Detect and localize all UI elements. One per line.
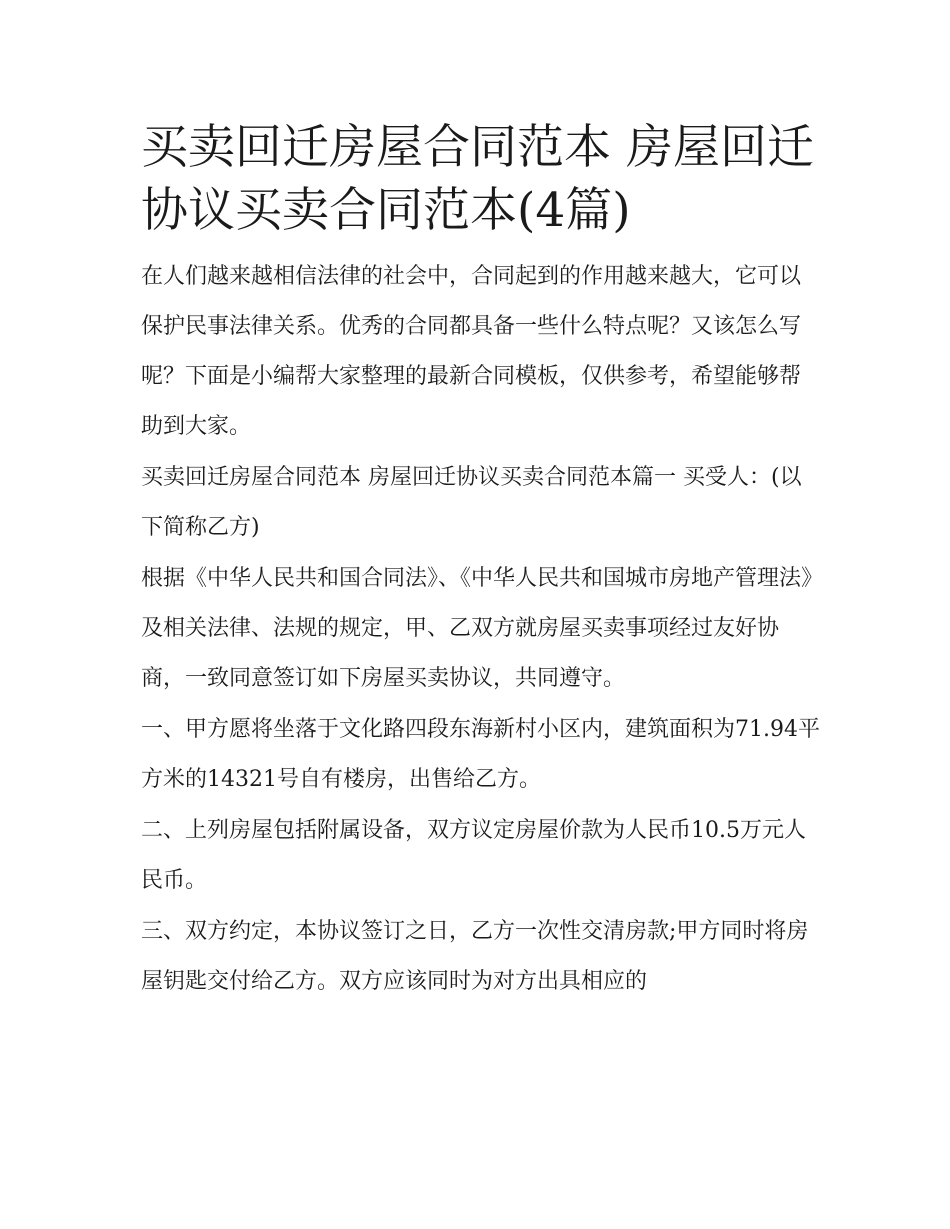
paragraph-clause-3: 三、双方约定，本协议签订之日，乙方一次性交清房款;甲方同时将房屋钥匙交付给乙方。双方应该同时为对方出具相应的 xyxy=(141,919,809,994)
document-title: 买卖回迁房屋合同范本 房屋回迁协议买卖合同范本(4篇) xyxy=(141,120,814,238)
paragraph-section-heading: 买卖回迁房屋合同范本 房屋回迁协议买卖合同范本篇一 买受人：(以下简称乙方) xyxy=(141,465,802,540)
paragraph-legal-basis: 根据《中华人民共和国合同法》、《中华人民共和国城市房地产管理法》及相关法律、法规的规定，甲、乙双方就房屋买卖事项经过友好协商，一致同意签订如下房屋买卖协议，共同遵守。 xyxy=(141,566,813,691)
paragraph-clause-1: 一、甲方愿将坐落于文化路四段东海新村小区内，建筑面积为71.94平方米的14321号自有楼房，出售给乙方。 xyxy=(141,717,820,792)
paragraph-intro: 在人们越来越相信法律的社会中，合同起到的作用越来越大，它可以保护民事法律关系。优秀的合同都具备一些什么特点呢？又该怎么写呢？下面是小编帮大家整理的最新合同模板，仅供参考，希望能够帮助到大家。 xyxy=(141,264,802,439)
document-body xyxy=(141,116,821,1008)
paragraph-clause-2: 二、上列房屋包括附属设备，双方议定房屋价款为人民币10.5万元人民币。 xyxy=(141,818,806,893)
